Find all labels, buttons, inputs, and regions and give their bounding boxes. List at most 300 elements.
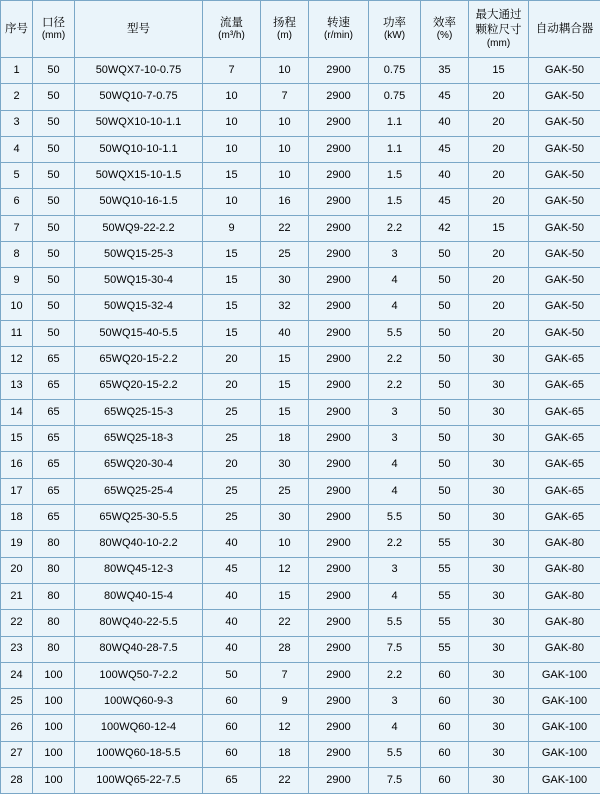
cell-flow: 15 [203, 242, 261, 268]
cell-flow: 60 [203, 715, 261, 741]
cell-bore: 50 [33, 268, 75, 294]
cell-model: 50WQ10-7-0.75 [75, 84, 203, 110]
cell-flow: 40 [203, 610, 261, 636]
cell-head: 15 [261, 347, 309, 373]
cell-power: 2.2 [369, 373, 421, 399]
cell-head: 9 [261, 689, 309, 715]
cell-head: 22 [261, 610, 309, 636]
column-header-efficiency [421, 1, 469, 58]
table-row [1, 268, 600, 294]
cell-flow: 15 [203, 320, 261, 346]
cell-flow: 20 [203, 347, 261, 373]
cell-no: 14 [1, 399, 33, 425]
cell-particle: 20 [469, 189, 529, 215]
cell-power: 4 [369, 478, 421, 504]
cell-bore: 50 [33, 189, 75, 215]
cell-head: 16 [261, 189, 309, 215]
cell-no: 16 [1, 452, 33, 478]
column-header-bore-label: 口径 [34, 16, 73, 30]
cell-power: 5.5 [369, 741, 421, 767]
cell-particle: 30 [469, 426, 529, 452]
table-row [1, 715, 600, 741]
cell-particle: 20 [469, 110, 529, 136]
cell-speed: 2900 [309, 531, 369, 557]
cell-coupler: GAK-65 [529, 399, 600, 425]
cell-coupler: GAK-50 [529, 58, 600, 84]
cell-head: 10 [261, 110, 309, 136]
cell-model: 50WQ15-32-4 [75, 294, 203, 320]
cell-eff: 50 [421, 373, 469, 399]
cell-coupler: GAK-65 [529, 426, 600, 452]
cell-power: 4 [369, 268, 421, 294]
cell-eff: 60 [421, 741, 469, 767]
cell-bore: 50 [33, 215, 75, 241]
cell-bore: 50 [33, 242, 75, 268]
cell-coupler: GAK-50 [529, 110, 600, 136]
cell-particle: 30 [469, 741, 529, 767]
cell-particle: 30 [469, 399, 529, 425]
cell-model: 80WQ40-22-5.5 [75, 610, 203, 636]
cell-head: 15 [261, 373, 309, 399]
cell-head: 10 [261, 58, 309, 84]
cell-speed: 2900 [309, 189, 369, 215]
cell-flow: 10 [203, 136, 261, 162]
cell-no: 13 [1, 373, 33, 399]
cell-head: 12 [261, 557, 309, 583]
cell-no: 1 [1, 58, 33, 84]
cell-eff: 60 [421, 768, 469, 794]
table-row [1, 189, 600, 215]
cell-no: 6 [1, 189, 33, 215]
cell-particle: 20 [469, 163, 529, 189]
cell-particle: 30 [469, 531, 529, 557]
cell-eff: 60 [421, 662, 469, 688]
table-row [1, 347, 600, 373]
cell-coupler: GAK-50 [529, 136, 600, 162]
column-header-particle-size-label: 最大通过颗粒尺寸 [470, 8, 527, 38]
cell-bore: 80 [33, 531, 75, 557]
column-header-head [261, 1, 309, 58]
cell-coupler: GAK-100 [529, 768, 600, 794]
cell-no: 9 [1, 268, 33, 294]
cell-no: 8 [1, 242, 33, 268]
cell-particle: 20 [469, 84, 529, 110]
cell-bore: 100 [33, 741, 75, 767]
cell-coupler: GAK-80 [529, 636, 600, 662]
cell-eff: 60 [421, 715, 469, 741]
cell-no: 15 [1, 426, 33, 452]
cell-head: 10 [261, 163, 309, 189]
cell-no: 28 [1, 768, 33, 794]
cell-flow: 40 [203, 531, 261, 557]
column-header-no [1, 1, 33, 58]
cell-flow: 60 [203, 741, 261, 767]
cell-bore: 50 [33, 84, 75, 110]
cell-no: 21 [1, 583, 33, 609]
cell-eff: 55 [421, 583, 469, 609]
cell-speed: 2900 [309, 215, 369, 241]
column-header-speed-unit: (r/min) [310, 30, 367, 43]
cell-eff: 50 [421, 268, 469, 294]
cell-model: 65WQ25-18-3 [75, 426, 203, 452]
cell-no: 5 [1, 163, 33, 189]
cell-power: 0.75 [369, 58, 421, 84]
table-row [1, 610, 600, 636]
cell-eff: 45 [421, 136, 469, 162]
cell-bore: 50 [33, 110, 75, 136]
cell-flow: 40 [203, 583, 261, 609]
cell-power: 3 [369, 689, 421, 715]
cell-speed: 2900 [309, 478, 369, 504]
cell-eff: 50 [421, 478, 469, 504]
cell-eff: 50 [421, 452, 469, 478]
cell-head: 10 [261, 531, 309, 557]
cell-model: 50WQ15-25-3 [75, 242, 203, 268]
column-header-efficiency-label: 效率 [422, 16, 467, 30]
cell-coupler: GAK-50 [529, 163, 600, 189]
column-header-particle-size [469, 1, 529, 58]
cell-no: 4 [1, 136, 33, 162]
cell-eff: 55 [421, 531, 469, 557]
cell-particle: 30 [469, 347, 529, 373]
cell-eff: 55 [421, 636, 469, 662]
cell-power: 5.5 [369, 505, 421, 531]
cell-coupler: GAK-80 [529, 610, 600, 636]
cell-bore: 65 [33, 426, 75, 452]
cell-head: 25 [261, 478, 309, 504]
cell-head: 40 [261, 320, 309, 346]
table-row [1, 58, 600, 84]
cell-speed: 2900 [309, 768, 369, 794]
cell-power: 3 [369, 399, 421, 425]
table-row [1, 215, 600, 241]
column-header-head-label: 扬程 [262, 16, 307, 30]
table-row [1, 452, 600, 478]
cell-speed: 2900 [309, 58, 369, 84]
cell-coupler: GAK-65 [529, 347, 600, 373]
cell-bore: 100 [33, 689, 75, 715]
cell-eff: 50 [421, 426, 469, 452]
table-row [1, 399, 600, 425]
cell-no: 20 [1, 557, 33, 583]
cell-power: 1.5 [369, 189, 421, 215]
cell-particle: 20 [469, 320, 529, 346]
cell-coupler: GAK-65 [529, 478, 600, 504]
cell-particle: 30 [469, 715, 529, 741]
cell-bore: 65 [33, 478, 75, 504]
table-row [1, 662, 600, 688]
cell-flow: 20 [203, 373, 261, 399]
cell-bore: 50 [33, 294, 75, 320]
cell-particle: 30 [469, 610, 529, 636]
cell-model: 65WQ25-30-5.5 [75, 505, 203, 531]
cell-speed: 2900 [309, 110, 369, 136]
cell-flow: 15 [203, 163, 261, 189]
cell-speed: 2900 [309, 163, 369, 189]
cell-model: 65WQ25-25-4 [75, 478, 203, 504]
table-row [1, 741, 600, 767]
table-row [1, 583, 600, 609]
cell-head: 15 [261, 399, 309, 425]
table-row [1, 136, 600, 162]
cell-coupler: GAK-50 [529, 242, 600, 268]
cell-head: 18 [261, 426, 309, 452]
cell-bore: 80 [33, 636, 75, 662]
cell-flow: 10 [203, 189, 261, 215]
cell-head: 32 [261, 294, 309, 320]
cell-model: 65WQ25-15-3 [75, 399, 203, 425]
cell-bore: 65 [33, 347, 75, 373]
cell-particle: 20 [469, 294, 529, 320]
cell-coupler: GAK-50 [529, 84, 600, 110]
cell-coupler: GAK-100 [529, 715, 600, 741]
cell-power: 4 [369, 294, 421, 320]
cell-flow: 40 [203, 636, 261, 662]
column-header-no-label: 序号 [2, 22, 31, 36]
cell-flow: 25 [203, 399, 261, 425]
table-header [1, 1, 600, 58]
cell-power: 4 [369, 452, 421, 478]
cell-model: 50WQ15-40-5.5 [75, 320, 203, 346]
cell-eff: 40 [421, 163, 469, 189]
cell-power: 7.5 [369, 636, 421, 662]
column-header-flow-label: 流量 [204, 16, 259, 30]
cell-model: 50WQX10-10-1.1 [75, 110, 203, 136]
cell-speed: 2900 [309, 557, 369, 583]
cell-particle: 30 [469, 768, 529, 794]
cell-power: 4 [369, 583, 421, 609]
table-row [1, 557, 600, 583]
cell-model: 80WQ40-10-2.2 [75, 531, 203, 557]
cell-power: 3 [369, 426, 421, 452]
cell-model: 80WQ40-15-4 [75, 583, 203, 609]
cell-no: 11 [1, 320, 33, 346]
column-header-head-unit: (m) [262, 30, 307, 43]
cell-eff: 50 [421, 320, 469, 346]
cell-speed: 2900 [309, 294, 369, 320]
cell-head: 22 [261, 215, 309, 241]
cell-no: 19 [1, 531, 33, 557]
cell-speed: 2900 [309, 636, 369, 662]
cell-eff: 40 [421, 110, 469, 136]
cell-coupler: GAK-50 [529, 189, 600, 215]
cell-coupler: GAK-80 [529, 583, 600, 609]
cell-model: 50WQX7-10-0.75 [75, 58, 203, 84]
cell-model: 65WQ20-15-2.2 [75, 347, 203, 373]
table-row [1, 478, 600, 504]
cell-flow: 10 [203, 110, 261, 136]
table-row [1, 505, 600, 531]
cell-bore: 50 [33, 163, 75, 189]
table-row [1, 84, 600, 110]
cell-speed: 2900 [309, 741, 369, 767]
column-header-model [75, 1, 203, 58]
table-row [1, 636, 600, 662]
cell-speed: 2900 [309, 505, 369, 531]
cell-particle: 15 [469, 58, 529, 84]
cell-eff: 45 [421, 84, 469, 110]
cell-head: 30 [261, 452, 309, 478]
column-header-power-unit: (kW) [370, 30, 419, 43]
table-row [1, 242, 600, 268]
cell-speed: 2900 [309, 583, 369, 609]
cell-particle: 30 [469, 478, 529, 504]
cell-model: 50WQ10-10-1.1 [75, 136, 203, 162]
cell-model: 50WQ10-16-1.5 [75, 189, 203, 215]
cell-coupler: GAK-50 [529, 215, 600, 241]
cell-bore: 80 [33, 557, 75, 583]
table-row [1, 689, 600, 715]
cell-speed: 2900 [309, 320, 369, 346]
cell-particle: 30 [469, 689, 529, 715]
cell-eff: 42 [421, 215, 469, 241]
cell-flow: 25 [203, 426, 261, 452]
cell-no: 17 [1, 478, 33, 504]
cell-no: 3 [1, 110, 33, 136]
cell-coupler: GAK-50 [529, 268, 600, 294]
cell-bore: 65 [33, 505, 75, 531]
cell-head: 7 [261, 84, 309, 110]
table-row [1, 768, 600, 794]
cell-eff: 50 [421, 399, 469, 425]
cell-flow: 10 [203, 84, 261, 110]
column-header-speed [309, 1, 369, 58]
cell-power: 2.2 [369, 215, 421, 241]
column-header-efficiency-unit: (%) [422, 30, 467, 43]
column-header-power-label: 功率 [370, 16, 419, 30]
cell-speed: 2900 [309, 136, 369, 162]
cell-model: 100WQ65-22-7.5 [75, 768, 203, 794]
cell-speed: 2900 [309, 426, 369, 452]
column-header-model-label: 型号 [76, 22, 201, 36]
cell-bore: 100 [33, 662, 75, 688]
cell-power: 2.2 [369, 662, 421, 688]
cell-power: 2.2 [369, 531, 421, 557]
cell-model: 100WQ50-7-2.2 [75, 662, 203, 688]
cell-model: 50WQX15-10-1.5 [75, 163, 203, 189]
cell-coupler: GAK-100 [529, 741, 600, 767]
cell-particle: 20 [469, 136, 529, 162]
cell-flow: 65 [203, 768, 261, 794]
cell-power: 5.5 [369, 320, 421, 346]
cell-particle: 30 [469, 452, 529, 478]
cell-particle: 30 [469, 662, 529, 688]
cell-eff: 50 [421, 242, 469, 268]
cell-model: 100WQ60-9-3 [75, 689, 203, 715]
cell-particle: 30 [469, 505, 529, 531]
cell-coupler: GAK-80 [529, 557, 600, 583]
cell-power: 3 [369, 242, 421, 268]
cell-coupler: GAK-80 [529, 531, 600, 557]
cell-no: 2 [1, 84, 33, 110]
cell-model: 50WQ9-22-2.2 [75, 215, 203, 241]
cell-head: 25 [261, 242, 309, 268]
cell-particle: 30 [469, 557, 529, 583]
cell-head: 12 [261, 715, 309, 741]
cell-head: 7 [261, 662, 309, 688]
cell-bore: 65 [33, 399, 75, 425]
cell-power: 4 [369, 715, 421, 741]
cell-power: 7.5 [369, 768, 421, 794]
cell-speed: 2900 [309, 373, 369, 399]
cell-particle: 15 [469, 215, 529, 241]
cell-bore: 100 [33, 715, 75, 741]
column-header-coupler [529, 1, 600, 58]
cell-eff: 50 [421, 294, 469, 320]
cell-particle: 30 [469, 636, 529, 662]
cell-eff: 50 [421, 505, 469, 531]
cell-model: 80WQ40-28-7.5 [75, 636, 203, 662]
cell-eff: 45 [421, 189, 469, 215]
column-header-particle-size-unit: (mm) [470, 38, 527, 51]
cell-no: 27 [1, 741, 33, 767]
table-row [1, 373, 600, 399]
cell-speed: 2900 [309, 662, 369, 688]
cell-flow: 20 [203, 452, 261, 478]
cell-coupler: GAK-100 [529, 662, 600, 688]
cell-speed: 2900 [309, 84, 369, 110]
cell-power: 5.5 [369, 610, 421, 636]
table-row [1, 320, 600, 346]
cell-no: 10 [1, 294, 33, 320]
cell-head: 30 [261, 505, 309, 531]
cell-speed: 2900 [309, 610, 369, 636]
cell-model: 65WQ20-30-4 [75, 452, 203, 478]
cell-bore: 80 [33, 610, 75, 636]
cell-eff: 55 [421, 557, 469, 583]
cell-no: 25 [1, 689, 33, 715]
cell-particle: 30 [469, 373, 529, 399]
cell-no: 24 [1, 662, 33, 688]
cell-coupler: GAK-100 [529, 689, 600, 715]
cell-head: 28 [261, 636, 309, 662]
cell-power: 1.1 [369, 110, 421, 136]
cell-flow: 15 [203, 294, 261, 320]
cell-power: 1.1 [369, 136, 421, 162]
table-row [1, 163, 600, 189]
table-row [1, 426, 600, 452]
cell-bore: 100 [33, 768, 75, 794]
cell-model: 80WQ45-12-3 [75, 557, 203, 583]
cell-bore: 50 [33, 320, 75, 346]
cell-coupler: GAK-65 [529, 452, 600, 478]
cell-power: 1.5 [369, 163, 421, 189]
cell-flow: 50 [203, 662, 261, 688]
cell-bore: 80 [33, 583, 75, 609]
cell-coupler: GAK-50 [529, 320, 600, 346]
cell-flow: 7 [203, 58, 261, 84]
cell-bore: 65 [33, 452, 75, 478]
cell-eff: 60 [421, 689, 469, 715]
cell-eff: 50 [421, 347, 469, 373]
cell-coupler: GAK-65 [529, 373, 600, 399]
cell-model: 100WQ60-18-5.5 [75, 741, 203, 767]
table-body [1, 58, 600, 794]
column-header-speed-label: 转速 [310, 16, 367, 30]
cell-head: 10 [261, 136, 309, 162]
cell-particle: 30 [469, 583, 529, 609]
cell-speed: 2900 [309, 347, 369, 373]
cell-speed: 2900 [309, 715, 369, 741]
cell-no: 23 [1, 636, 33, 662]
cell-eff: 55 [421, 610, 469, 636]
cell-bore: 50 [33, 58, 75, 84]
cell-speed: 2900 [309, 689, 369, 715]
cell-particle: 20 [469, 242, 529, 268]
column-header-bore-unit: (mm) [34, 30, 73, 43]
cell-flow: 60 [203, 689, 261, 715]
cell-particle: 20 [469, 268, 529, 294]
